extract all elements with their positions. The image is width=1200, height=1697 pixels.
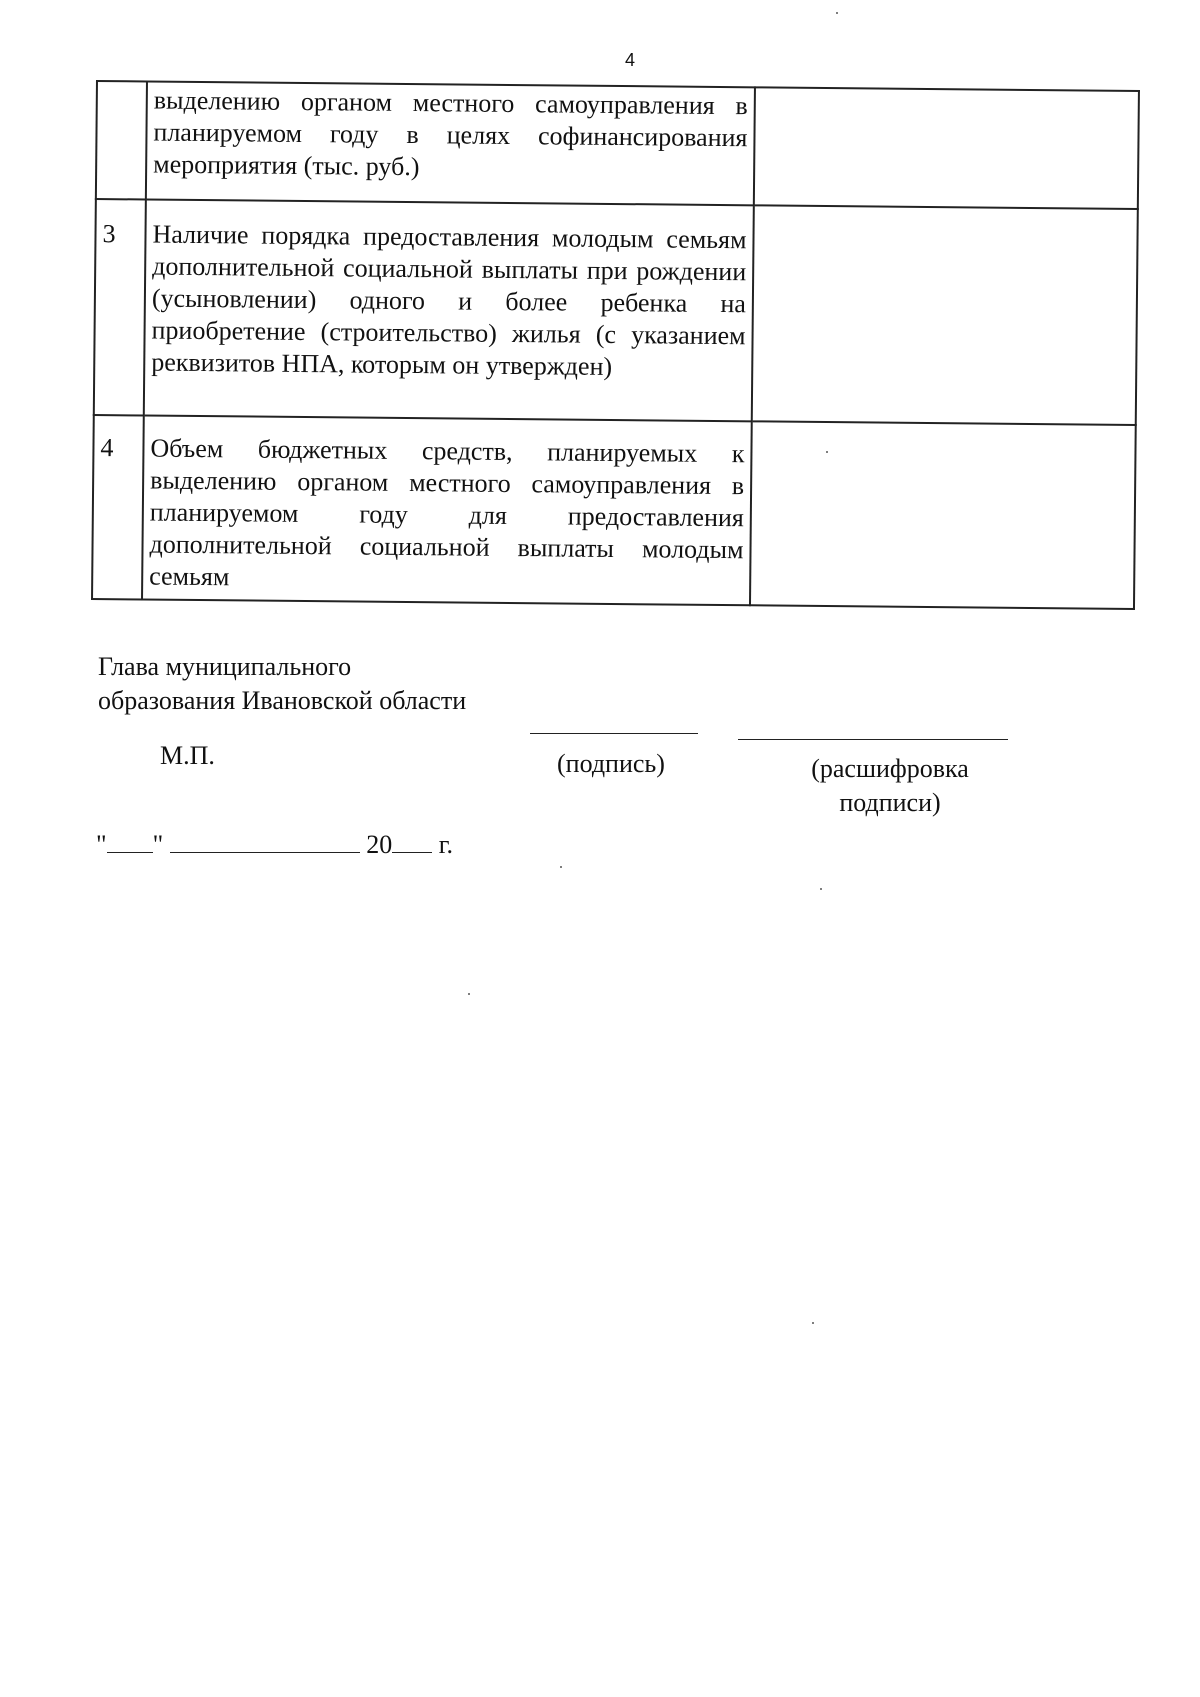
stamp-label: М.П. (160, 741, 215, 770)
scan-speck (820, 888, 822, 890)
signature-decode-line[interactable] (738, 739, 1008, 740)
row-value-cell[interactable] (750, 421, 1136, 609)
date-year-blank[interactable] (392, 826, 432, 853)
date-day-blank[interactable] (107, 826, 153, 853)
form-table-container (91, 80, 1140, 610)
form-table (91, 80, 1140, 610)
scan-speck (468, 993, 470, 995)
date-open-quote: " (96, 830, 107, 859)
signatory-title-line-1: Глава муниципального (98, 652, 352, 681)
table-row (92, 415, 1136, 609)
scan-speck (812, 1322, 814, 1324)
row-description-cell: Наличие порядка предоставления молодым семьям дополнительной социальной выплаты при рождении (усыновлении) одного и более ребенка на приобретение (строительство) жилья (с указанием реквизитов НПА, которым он утвержден) (144, 199, 754, 421)
page-number: 4 (624, 50, 635, 70)
date-line (96, 826, 453, 862)
table-row (96, 81, 1139, 209)
row-number-cell: 4 (92, 415, 144, 599)
date-year-suffix: г. (438, 830, 453, 859)
signatory-title-line-2: образования Ивановской области (98, 686, 467, 715)
row-description-cell: Объем бюджетных средств, планируемых к выделению органом местного самоуправления в планируемом году для предоставления дополнительной социальной выплаты молодым семьям (142, 415, 752, 605)
row-number-cell (96, 81, 147, 199)
date-month-blank[interactable] (170, 826, 360, 853)
row-value-cell[interactable] (754, 87, 1139, 209)
signature-line[interactable] (530, 733, 698, 734)
scan-speck (826, 451, 828, 453)
date-close-quote: " (152, 830, 164, 859)
scan-speck (836, 12, 838, 14)
signature-decode-caption-line-2: подписи) (839, 788, 941, 817)
date-year-prefix: 20 (366, 830, 393, 859)
row-description-cell: выделению органом местного самоуправления в планируемом году в целях софинансирования мероприятия (тыс. руб.) (146, 81, 755, 205)
signature-decode-caption (770, 752, 1010, 820)
signature-decode-caption-line-1: (расшифровка (811, 754, 969, 783)
signatory-title (98, 650, 466, 718)
signature-caption: (подпись) (557, 749, 665, 778)
row-number-cell: 3 (94, 199, 146, 415)
row-value-cell[interactable] (752, 205, 1138, 425)
scan-speck (560, 866, 562, 868)
table-row (94, 199, 1138, 425)
